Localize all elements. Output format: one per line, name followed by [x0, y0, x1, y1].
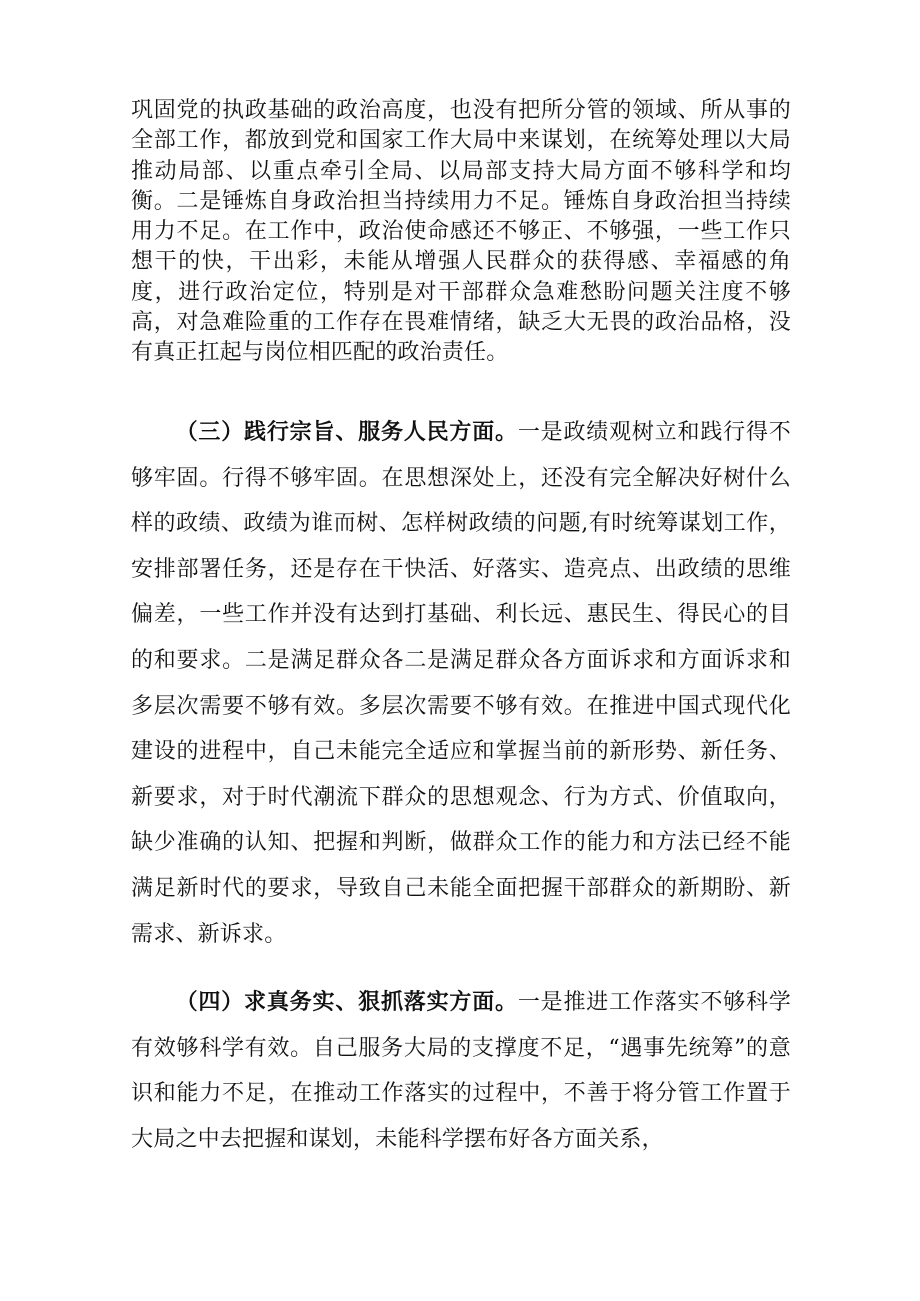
paragraph-3-text: 一是推进工作落实不够科学有效够科学有效。自己服务大局的支撑度不足，“遇事先统筹”的意识和能力不足，在推动工作落实的过程中，不善于将分管工作置于大局之中去把握和谋划，未能科学摆布好各方面关系，	[131, 990, 791, 1152]
paragraph-2-heading: （三）践行宗旨、服务人民方面。	[175, 419, 518, 445]
paragraph-3-heading: （四）求真务实、狠抓落实方面。	[175, 989, 518, 1015]
paragraph-3	[131, 980, 791, 1162]
paragraph-2	[131, 410, 791, 957]
paragraph-2-text: 一是政绩观树立和践行得不够牢固。行得不够牢固。在思想深处上，还没有完全解决好树什么样的政绩、政绩为谁而树、怎样树政绩的问题,有时统筹谋划工作，安排部署任务，还是存在干快活、好落实、造亮点、出政绩的思维偏差，一些工作并没有达到打基础、利长远、惠民生、得民心的目的和要求。二是满足群众各二是满足群众各方面诉求和方面诉求和多层次需要不够有效。多层次需要不够有效。在推进中国式现代化建设的进程中，自己未能完全适应和掌握当前的新形势、新任务、新要求，对于时代潮流下群众的思想观念、行为方式、价值取向，缺少准确的认知、把握和判断，做群众工作的能力和方法已经不能满足新时代的要求，导致自己未能全面把握干部群众的新期盼、新需求、新诉求。	[131, 420, 791, 947]
paragraph-1	[131, 96, 791, 369]
paragraph-1-text: 巩固党的执政基础的政治高度，也没有把所分管的领域、所从事的全部工作，都放到党和国家工作大局中来谋划，在统筹处理以大局推动局部、以重点牵引全局、以局部支持大局方面不够科学和均衡。二是锤炼自身政治担当持续用力不足。锤炼自身政治担当持续用力不足。在工作中，政治使命感还不够正、不够强，一些工作只想干的快，干出彩，未能从增强人民群众的获得感、幸福感的角度，进行政治定位，特别是对干部群众急难愁盼问题关注度不够高，对急难险重的工作存在畏难情绪，缺乏大无畏的政治品格，没有真正扛起与岗位相匹配的政治责任。	[131, 98, 791, 366]
